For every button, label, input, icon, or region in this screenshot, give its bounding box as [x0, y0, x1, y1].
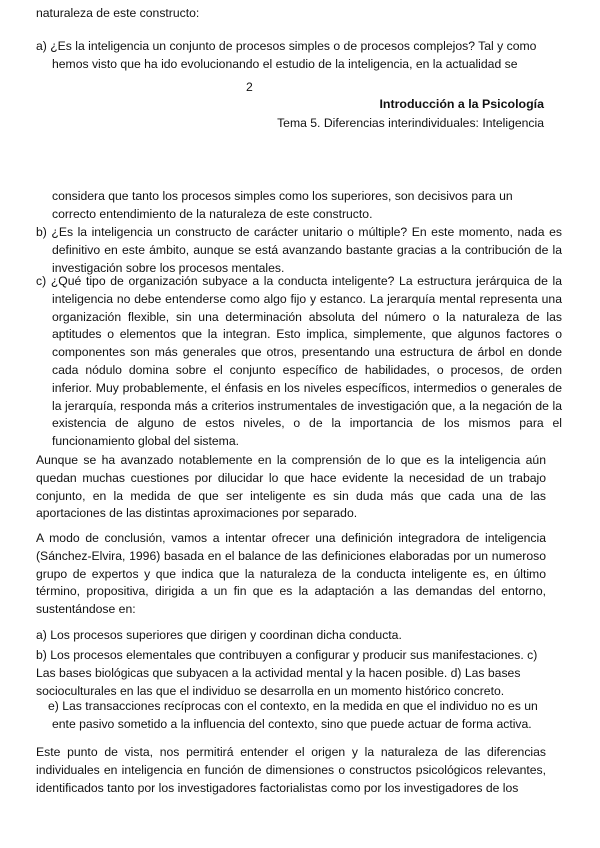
- item-c: c) ¿Qué tipo de organización subyace a la conducta inteligente? La estructura jerárquica de la inteligencia no debe entenderse como algo fijo y estanco. La jerarquía mental representa una organización flexible, sin una determinación absoluta del número o la naturaleza de las aptitudes o elementos que la integran. Esto implica, simplemente, que algunos factores o componentes son más generales que otros, presentando una estructura de árbol en donde cada nódulo domina sobre el conjunto específico de habilidades, o procesos, de orden inferior. Muy probablemente, el énfasis en los niveles específicos, intermedios o generales de la jerarquía, responda más a criterios instrumentales de investigación que, a la negación de la existencia de alguno de estos niveles, o de la importancia de los mismos para el funcionamiento global del sistema.: [36, 274, 562, 449]
- paragraph-1: Aunque se ha avanzado notablemente en la comprensión de lo que es la inteligencia aún quedan muchas cuestiones por dilucidar lo que hace evidente la necesidad de un trabajo conjunto, en la medida de que ser inteligente es sin duda más que cada una de las aportaciones de las distintas aproximaciones por separado.: [36, 453, 546, 521]
- page-number: 2: [246, 80, 253, 94]
- list-items-b-c-d: b) Los procesos elementales que contribuyen a configurar y producir sus manifestaciones. c) Las bases biológicas que subyacen a la actividad mental y la hacen posible. d) Las bases socioculturales en las que el individuo se desarrolla en un momento histórico concreto.: [36, 648, 538, 698]
- item-a-part1: a) ¿Es la inteligencia un conjunto de procesos simples o de procesos complejos? Tal y como hemos visto que ha ido evolucionando el estudio de la inteligencia, en la actualidad se: [36, 39, 537, 71]
- top-line: naturaleza de este constructo:: [36, 6, 200, 20]
- paragraph-3: Este punto de vista, nos permitirá entender el origen y la naturaleza de las diferencias individuales en inteligencia en función de dimensiones o constructos psicológicos relevantes, identificados tanto por los investigadores factorialistas como por los investigadores de los: [36, 745, 546, 795]
- item-b: b) ¿Es la inteligencia un constructo de carácter unitario o múltiple? En este momento, nada es definitivo en este ámbito, aunque se está avanzando bastante gracias a la contribución de la investigación sobre los procesos mentales.: [36, 225, 562, 275]
- list-item-e-text: e) Las transacciones recíprocas con el contexto, en la medida en que el individuo no es un ente pasivo sometido a la influencia del contexto, sino que puede actuar de forma activa.: [48, 699, 538, 731]
- header-subtitle: Tema 5. Diferencias interindividuales: Inteligencia: [277, 116, 544, 130]
- header-title: Introducción a la Psicología: [379, 97, 544, 111]
- paragraph-2: A modo de conclusión, vamos a intentar ofrecer una definición integradora de inteligencia (Sánchez-Elvira, 1996) basada en el balance de las definiciones elaboradas por un numeroso grupo de expertos y que indica que la naturaleza de la conducta inteligente es, en último término, propositiva, dirigida a un fin que es la adaptación a las demandas del entorno, sustentándose en:: [36, 531, 546, 617]
- list-item-e: [36, 698, 562, 734]
- list-item-a: a) Los procesos superiores que dirigen y coordinan dicha conducta.: [36, 628, 402, 642]
- item-a-part2: considera que tanto los procesos simples como los superiores, son decisivos para un correcto entendimiento de la naturaleza de este constructo.: [52, 189, 513, 221]
